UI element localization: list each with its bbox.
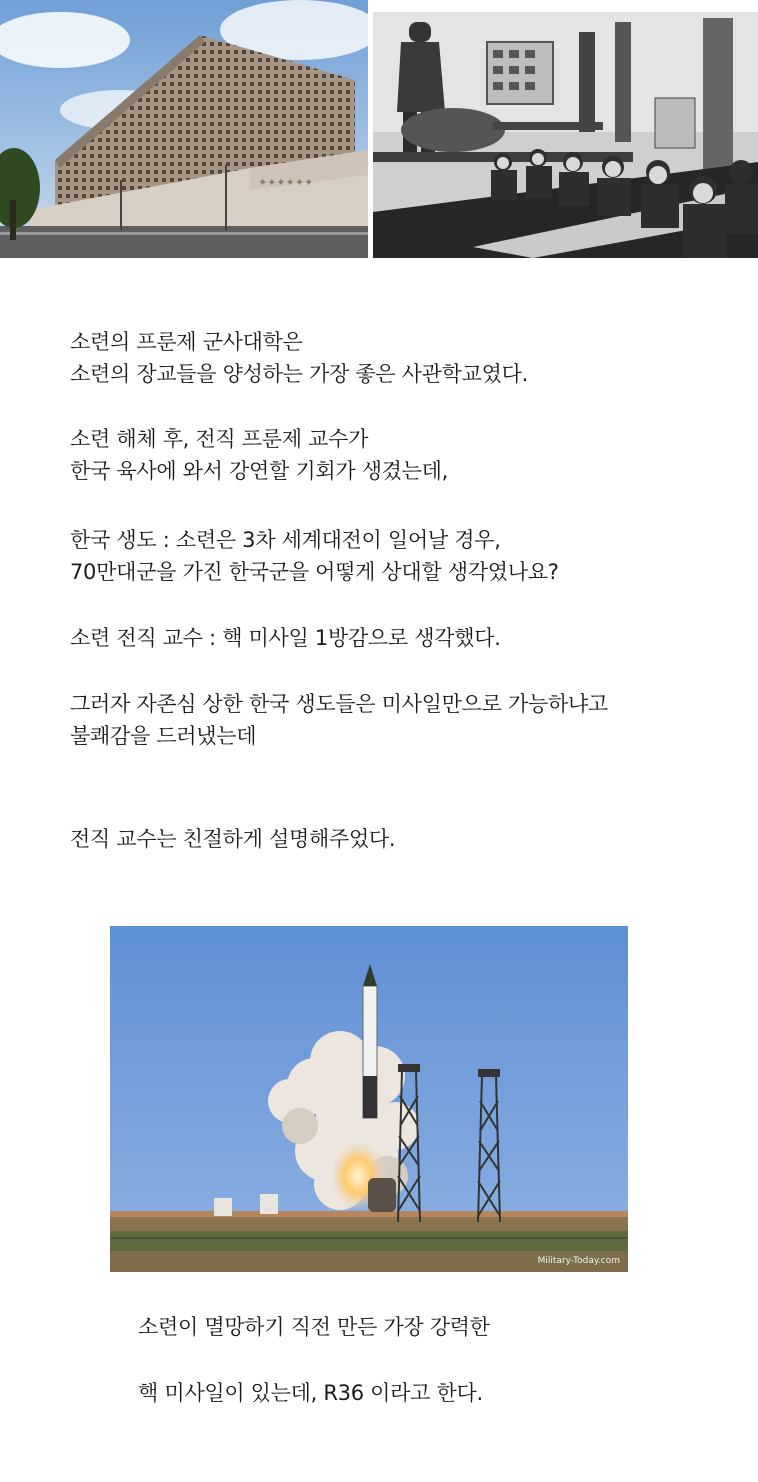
paragraph-professor-lecture bbox=[70, 423, 448, 487]
missile-launch-photo bbox=[110, 926, 628, 1272]
paragraph-line: 한국 생도 : 소련은 3차 세계대전이 일어날 경우, bbox=[70, 528, 501, 552]
paragraph-cadet-reaction bbox=[70, 688, 608, 752]
paragraph-line: 소련 해체 후, 전직 프룬제 교수가 bbox=[70, 427, 369, 451]
caption-line-2: 핵 미사일이 있는데, R36 이라고 한다. bbox=[138, 1381, 483, 1405]
classroom-photo bbox=[373, 12, 758, 258]
paragraph-line: 불쾌감을 드러냈는데 bbox=[70, 724, 257, 748]
paragraph-explanation bbox=[70, 823, 395, 855]
paragraph-line: 한국 육사에 와서 강연할 기회가 생겼는데, bbox=[70, 459, 449, 483]
caption-line-1: 소련이 멸망하기 직전 만든 가장 강력한 bbox=[138, 1315, 490, 1339]
paragraph-line: 소련의 프룬제 군사대학은 bbox=[70, 330, 303, 354]
watermark-text: Military-Today.com bbox=[537, 1256, 620, 1266]
paragraph-professor-answer bbox=[70, 622, 501, 654]
paragraph-line: 그러자 자존심 상한 한국 생도들은 미사일만으로 가능하냐고 bbox=[70, 692, 608, 716]
paragraph-line: 소련의 장교들을 양성하는 가장 좋은 사관학교였다. bbox=[70, 362, 528, 386]
svg-text:✦✦✦✦✦✦: ✦✦✦✦✦✦ bbox=[258, 176, 314, 189]
paragraph-line: 70만대군을 가진 한국군을 어떻게 상대할 생각였나요? bbox=[70, 560, 559, 584]
paragraph-frunze-academy bbox=[70, 326, 528, 390]
paragraph-cadet-question bbox=[70, 524, 559, 588]
paragraph-line: 소련 전직 교수 : 핵 미사일 1방감으로 생각했다. bbox=[70, 626, 501, 650]
building-photo bbox=[0, 0, 368, 258]
paragraph-line: 전직 교수는 친절하게 설명해주었다. bbox=[70, 827, 396, 851]
